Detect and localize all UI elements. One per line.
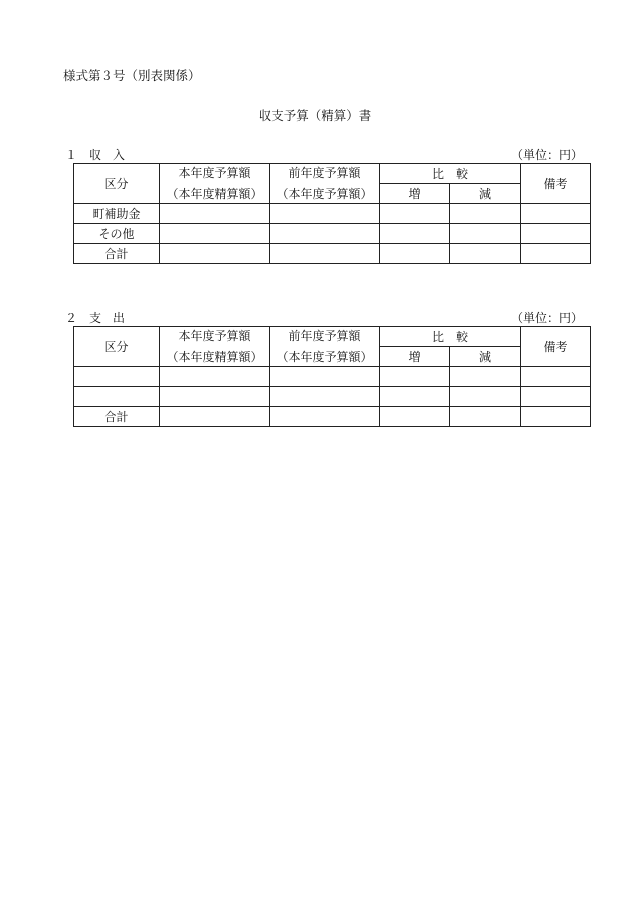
expenditure-row-increase[interactable] [380, 387, 450, 407]
table-row [74, 387, 591, 407]
expenditure-row-decrease[interactable] [450, 407, 521, 427]
expenditure-row-current[interactable] [160, 367, 270, 387]
expenditure-row-category[interactable] [74, 367, 160, 387]
income-row-current[interactable] [160, 224, 270, 244]
expenditure-row-current[interactable] [160, 407, 270, 427]
table-row-total [74, 244, 591, 264]
income-row-category: 町補助金 [74, 204, 160, 224]
expenditure-header-comparison: 比 較 [380, 327, 521, 347]
expenditure-row-prior[interactable] [270, 367, 380, 387]
expenditure-header-prior-budget [270, 327, 380, 367]
income-row-current[interactable] [160, 244, 270, 264]
income-header-remarks: 備考 [521, 164, 591, 204]
income-row-increase[interactable] [380, 204, 450, 224]
expenditure-header-current-budget-line2: （本年度精算額） [166, 350, 263, 364]
income-row-remarks[interactable] [521, 204, 591, 224]
table-row-total [74, 407, 591, 427]
income-header-prior-budget-line2: （本年度予算額） [276, 187, 373, 201]
income-heading: １ 収 入 [65, 148, 126, 162]
income-row-decrease[interactable] [450, 224, 521, 244]
expenditure-row-category: 合計 [74, 407, 160, 427]
expenditure-header-prior-budget-line1: 前年度予算額 [288, 329, 361, 343]
table-row [74, 224, 591, 244]
expenditure-unit-label: （単位：円） [510, 311, 583, 325]
income-row-increase[interactable] [380, 244, 450, 264]
income-row-remarks[interactable] [521, 224, 591, 244]
expenditure-header-remarks: 備考 [521, 327, 591, 367]
expenditure-header-increase: 増 [380, 347, 450, 367]
income-row-prior[interactable] [270, 204, 380, 224]
income-header-decrease: 減 [450, 184, 521, 204]
income-row-prior[interactable] [270, 224, 380, 244]
expenditure-row-decrease[interactable] [450, 367, 521, 387]
document-title: 収支予算（精算）書 [258, 108, 372, 123]
expenditure-heading: ２ 支 出 [65, 311, 126, 325]
expenditure-row-remarks[interactable] [521, 387, 591, 407]
table-row [74, 204, 591, 224]
income-section-header [65, 146, 583, 162]
expenditure-row-prior[interactable] [270, 387, 380, 407]
income-row-prior[interactable] [270, 244, 380, 264]
table-row [74, 367, 591, 387]
income-row-decrease[interactable] [450, 244, 521, 264]
income-unit-label: （単位：円） [510, 148, 583, 162]
expenditure-section-header [65, 309, 583, 325]
expenditure-row-current[interactable] [160, 387, 270, 407]
expenditure-header-decrease: 減 [450, 347, 521, 367]
income-header-current-budget-line2: （本年度精算額） [166, 187, 263, 201]
expenditure-header-row-1 [74, 327, 591, 347]
income-header-prior-budget [270, 164, 380, 204]
income-header-comparison: 比 較 [380, 164, 521, 184]
form-number: 様式第３号（別表関係） [63, 68, 201, 83]
income-header-increase: 増 [380, 184, 450, 204]
income-header-current-budget-line1: 本年度予算額 [178, 166, 251, 180]
income-header-prior-budget-line1: 前年度予算額 [288, 166, 361, 180]
expenditure-header-current-budget-line1: 本年度予算額 [178, 329, 251, 343]
expenditure-row-prior[interactable] [270, 407, 380, 427]
income-header-current-budget [160, 164, 270, 204]
income-header-row-1 [74, 164, 591, 184]
expenditure-row-increase[interactable] [380, 407, 450, 427]
income-row-category: 合計 [74, 244, 160, 264]
income-row-current[interactable] [160, 204, 270, 224]
income-row-category: その他 [74, 224, 160, 244]
expenditure-row-remarks[interactable] [521, 407, 591, 427]
income-row-increase[interactable] [380, 224, 450, 244]
expenditure-header-prior-budget-line2: （本年度予算額） [276, 350, 373, 364]
expenditure-row-category[interactable] [74, 387, 160, 407]
expenditure-row-increase[interactable] [380, 367, 450, 387]
income-table [73, 163, 591, 264]
expenditure-header-category: 区分 [74, 327, 160, 367]
expenditure-header-current-budget [160, 327, 270, 367]
income-row-remarks[interactable] [521, 244, 591, 264]
expenditure-table [73, 326, 591, 427]
expenditure-row-remarks[interactable] [521, 367, 591, 387]
expenditure-row-decrease[interactable] [450, 387, 521, 407]
income-header-category: 区分 [74, 164, 160, 204]
income-row-decrease[interactable] [450, 204, 521, 224]
